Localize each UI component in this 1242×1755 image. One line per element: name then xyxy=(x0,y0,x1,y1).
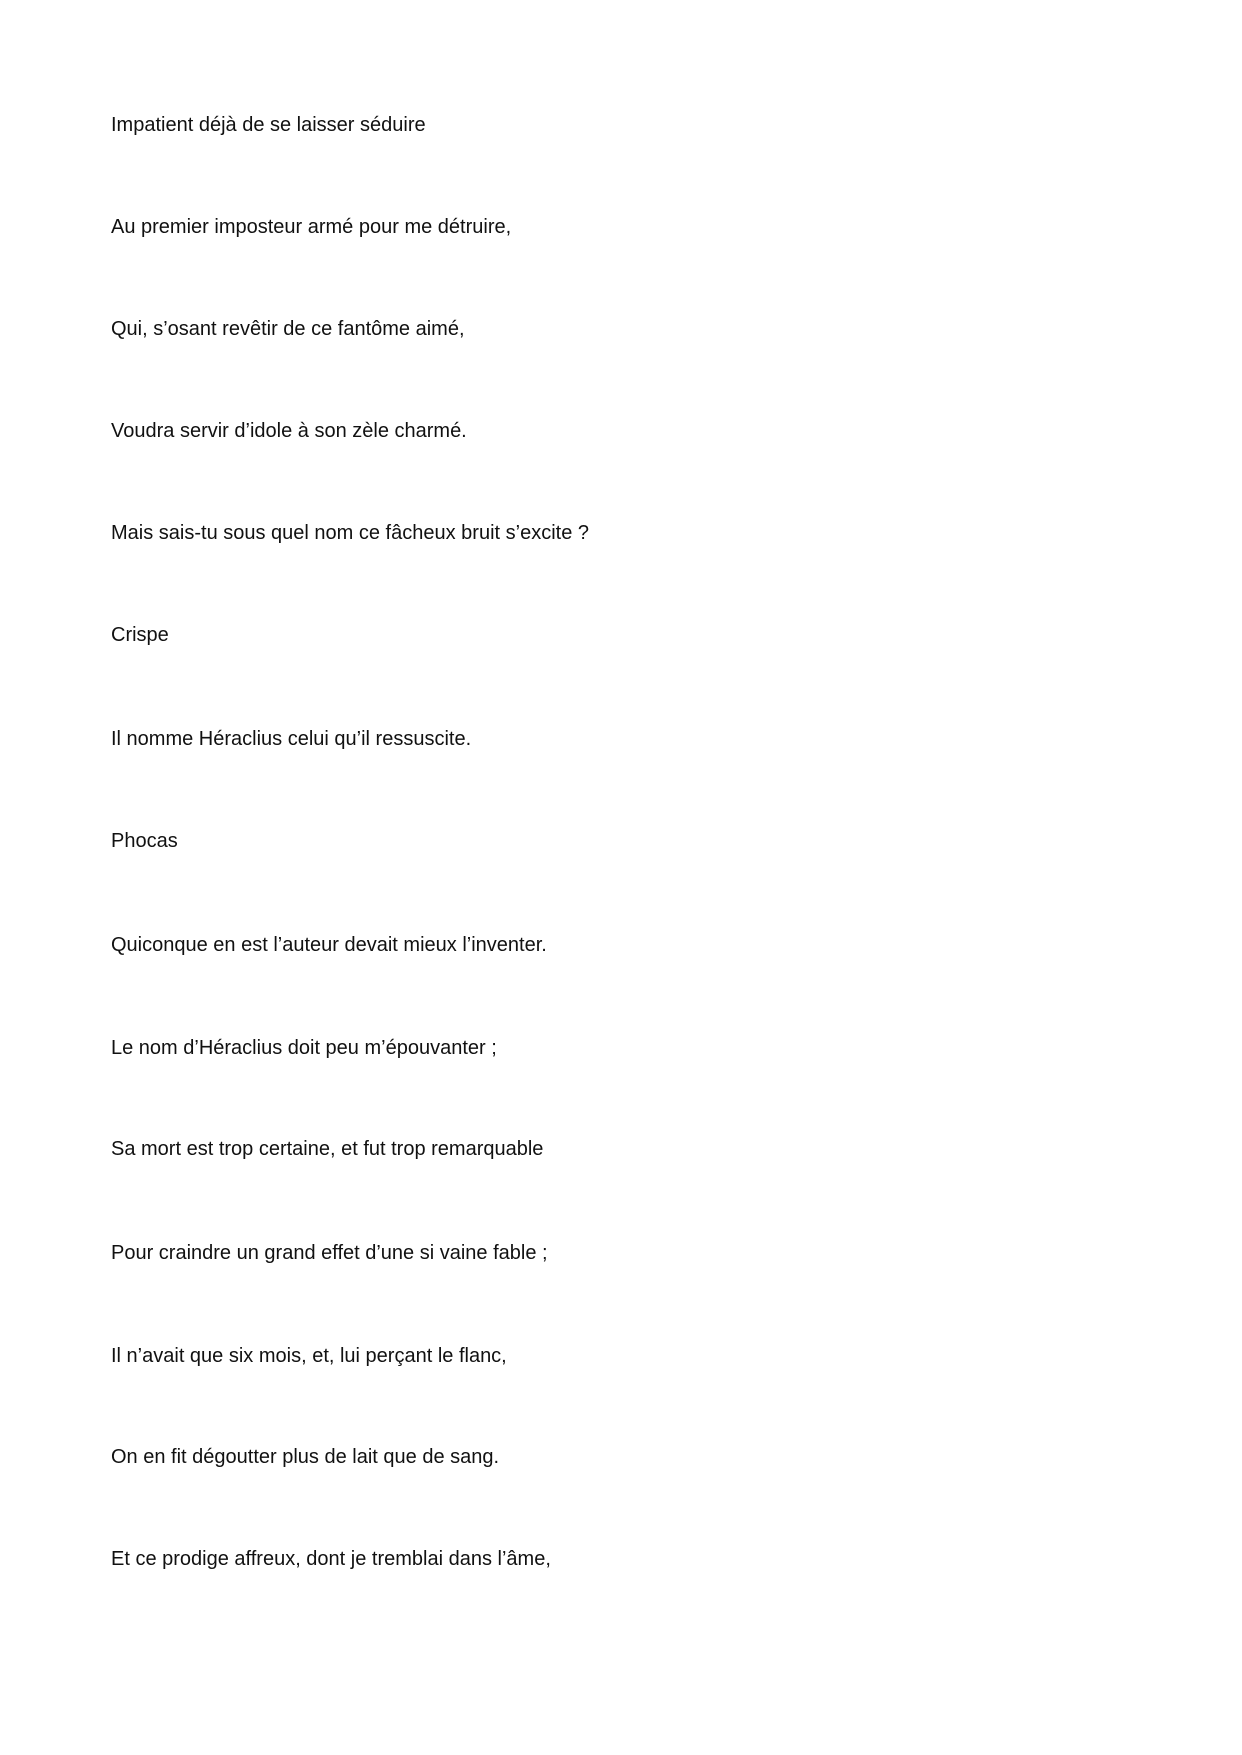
speaker-name: Phocas xyxy=(111,830,178,852)
verse-line: Il n’avait que six mois, et, lui perçant le flanc, xyxy=(111,1345,507,1367)
verse-line: Le nom d’Héraclius doit peu m’épouvanter ; xyxy=(111,1037,497,1059)
verse-line: Voudra servir d’idole à son zèle charmé. xyxy=(111,420,467,442)
verse-line: On en fit dégoutter plus de lait que de sang. xyxy=(111,1446,500,1468)
verse-line: Sa mort est trop certaine, et fut trop remarquable xyxy=(111,1138,544,1160)
verse-line: Pour craindre un grand effet d’une si vaine fable ; xyxy=(111,1242,548,1264)
speaker-name: Crispe xyxy=(111,624,169,646)
verse-line: Mais sais-tu sous quel nom ce fâcheux bruit s’excite ? xyxy=(111,522,589,544)
verse-line: Il nomme Héraclius celui qu’il ressuscite. xyxy=(111,728,472,750)
verse-line: Qui, s’osant revêtir de ce fantôme aimé, xyxy=(111,318,465,340)
verse-line: Et ce prodige affreux, dont je tremblai dans l’âme, xyxy=(111,1548,551,1570)
verse-line: Au premier imposteur armé pour me détruire, xyxy=(111,216,512,238)
verse-line: Quiconque en est l’auteur devait mieux l’inventer. xyxy=(111,934,547,956)
verse-line: Impatient déjà de se laisser séduire xyxy=(111,114,426,136)
